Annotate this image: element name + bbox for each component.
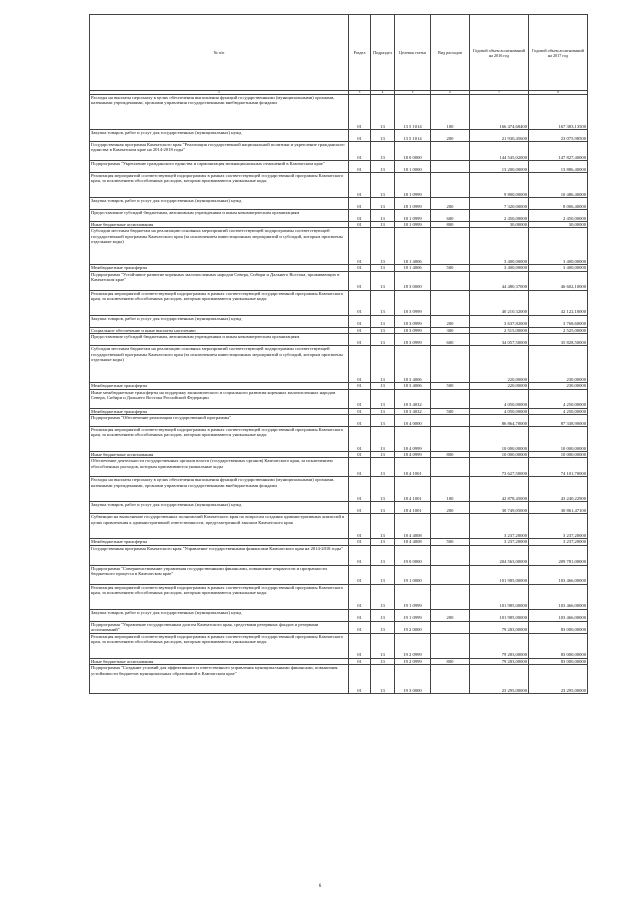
row-podrazdel: 13: [371, 539, 395, 545]
row-amount-2017: 10 000,00000: [529, 452, 588, 458]
row-expense-type: 200: [431, 130, 470, 142]
table-row: [90, 665, 588, 694]
row-expense-type: [431, 161, 470, 173]
row-amount-2017: 43 240,22900: [529, 477, 588, 502]
row-name: Межбюджетные трансферты: [90, 383, 349, 389]
row-amount-2017: 23 295,00000: [529, 665, 588, 694]
row-amount-2016: 220,00000: [470, 346, 529, 383]
row-expense-type: [431, 290, 470, 315]
row-target-article: 18 4 0999: [395, 427, 431, 452]
row-amount-2017: 167 383,13500: [529, 95, 588, 130]
row-razdel: 01: [349, 539, 371, 545]
row-target-article: 19 2 0000: [395, 621, 431, 633]
row-podrazdel: 13: [371, 334, 395, 346]
row-expense-type: [431, 415, 470, 427]
header-name: № п/п: [90, 15, 349, 91]
row-amount-2016: 44 480,37000: [470, 271, 529, 290]
row-expense-type: 500: [431, 539, 470, 545]
row-expense-type: [431, 346, 470, 383]
row-expense-type: [431, 545, 470, 565]
column-number: 2: [90, 91, 349, 95]
table-row: [90, 458, 588, 477]
row-amount-2016: 13 200,00000: [470, 161, 529, 173]
row-razdel: 01: [349, 477, 371, 502]
table-row: [90, 389, 588, 408]
row-target-article: 18 3 4006: [395, 346, 431, 383]
row-name: Закупка товаров, работ и услуг для государственных (муниципальных) нужд: [90, 502, 349, 514]
row-amount-2017: 2 525,00000: [529, 327, 588, 333]
row-target-article: 18 3 0000: [395, 271, 431, 290]
row-amount-2017: 3 237,20000: [529, 539, 588, 545]
row-expense-type: 800: [431, 658, 470, 664]
row-expense-type: [431, 665, 470, 694]
row-podrazdel: 13: [371, 415, 395, 427]
row-podrazdel: 13: [371, 346, 395, 383]
table-row: [90, 545, 588, 565]
row-amount-2016: 73 627,50000: [470, 458, 529, 477]
row-target-article: 18 4 0999: [395, 452, 431, 458]
header-podrazdel: Подраздел: [371, 15, 395, 91]
row-target-article: 18 1 0999: [395, 173, 431, 198]
row-name: Иные бюджетные ассигнования: [90, 222, 349, 228]
row-podrazdel: 13: [371, 621, 395, 633]
row-name: Реализация мероприятий соответствующей подпрограммы в рамках соответствующей государственной программы Камчатского края, за исключением обособленных расходов, которым присваиваются уникальные коды: [90, 633, 349, 658]
table-row: [90, 210, 588, 222]
row-name: Подпрограмма "Управление государственным долгом Камчатского края, средствами резервных фондов и резервами ассигнований": [90, 621, 349, 633]
row-razdel: 01: [349, 633, 371, 658]
row-amount-2017: 74 101,70000: [529, 458, 588, 477]
row-target-article: 18 1 0000: [395, 161, 431, 173]
row-amount-2017: 35 828,50000: [529, 334, 588, 346]
row-target-article: 18 1 4006: [395, 265, 431, 271]
row-amount-2017: 2 450,00000: [529, 210, 588, 222]
row-podrazdel: 13: [371, 565, 395, 584]
table-row: [90, 415, 588, 427]
row-name: Межбюджетные трансферты: [90, 408, 349, 414]
row-podrazdel: 13: [371, 290, 395, 315]
table-row: [90, 584, 588, 609]
row-amount-2016: 166 474,68400: [470, 95, 529, 130]
table-row: [90, 198, 588, 210]
row-razdel: 01: [349, 222, 371, 228]
row-expense-type: 500: [431, 408, 470, 414]
row-name: Подпрограмма "Устойчивое развитие коренных малочисленных народов Севера, Сибири и Дальнего Востока, проживающих в Камчатском крае": [90, 271, 349, 290]
row-name: Подпрограмма "Создание условий для эффективного и ответственного управления муниципальными финансами, повышения устойчивости бюджетов муниципальных образований в Камчатском крае": [90, 665, 349, 694]
row-razdel: 01: [349, 621, 371, 633]
row-amount-2016: 30,00000: [470, 222, 529, 228]
row-expense-type: [431, 584, 470, 609]
row-podrazdel: 13: [371, 545, 395, 565]
table-row: [90, 228, 588, 265]
row-amount-2016: 101 985,00000: [470, 609, 529, 621]
row-target-article: 19 2 0999: [395, 658, 431, 664]
row-expense-type: [431, 565, 470, 584]
row-amount-2017: 23 075,98500: [529, 130, 588, 142]
row-amount-2017: 103 466,00000: [529, 565, 588, 584]
row-podrazdel: 13: [371, 315, 395, 327]
row-target-article: 18 1 0999: [395, 222, 431, 228]
row-name: Субвенции на выполнение государственных полномочий Камчатского края по вопросам создания административных комиссий в целях привлечения к административной ответственности, предусмотренной законом Камчатского края: [90, 514, 349, 539]
row-podrazdel: 13: [371, 633, 395, 658]
budget-table: [89, 14, 588, 694]
row-amount-2017: 83 000,00000: [529, 658, 588, 664]
row-podrazdel: 13: [371, 408, 395, 414]
row-name: Реализация мероприятий соответствующей подпрограммы в рамках соответствующей государственной программы Камчатского края, за исключением обособленных расходов, которым присваиваются уникальные коды: [90, 427, 349, 452]
row-amount-2016: 4 050,00000: [470, 389, 529, 408]
row-target-article: 19 1 0999: [395, 609, 431, 621]
row-amount-2016: 3 637,82000: [470, 315, 529, 327]
row-expense-type: 200: [431, 198, 470, 210]
row-amount-2016: 34 057,50000: [470, 334, 529, 346]
table-row: [90, 621, 588, 633]
row-expense-type: 200: [431, 502, 470, 514]
row-target-article: 19 2 0999: [395, 633, 431, 658]
row-razdel: 01: [349, 408, 371, 414]
row-podrazdel: 13: [371, 228, 395, 265]
row-expense-type: 200: [431, 609, 470, 621]
row-podrazdel: 13: [371, 514, 395, 539]
row-amount-2016: 10 000,00000: [470, 427, 529, 452]
header-expense-type: Вид расходов: [431, 15, 470, 91]
row-name: Межбюджетные трансферты: [90, 539, 349, 545]
row-name: Иные бюджетные ассигнования: [90, 452, 349, 458]
row-name: Реализация мероприятий соответствующей подпрограммы в рамках соответствующей государственной программы Камчатского края, за исключением обособленных расходов, которым присваиваются уникальные коды: [90, 290, 349, 315]
row-razdel: 01: [349, 665, 371, 694]
table-row: [90, 271, 588, 290]
table-row: [90, 130, 588, 142]
row-name: Расходы на выплаты персоналу в целях обеспечения выполнения функций государственными (муниципальными) органами, казенными учреждениями, органами управления государственными внебюджетными фондами: [90, 477, 349, 502]
row-name: Реализация мероприятий соответствующей подпрограммы в рамках соответствующей государственной программы Камчатского края, за исключением обособленных расходов, которым присваиваются уникальные коды: [90, 584, 349, 609]
row-podrazdel: 13: [371, 502, 395, 514]
row-expense-type: [431, 458, 470, 477]
row-target-article: 18 4 1001: [395, 458, 431, 477]
row-target-article: 19 1 0000: [395, 565, 431, 584]
row-razdel: 01: [349, 173, 371, 198]
row-amount-2016: 101 985,00000: [470, 565, 529, 584]
row-target-article: 18 3 4006: [395, 383, 431, 389]
table-row: [90, 95, 588, 130]
header-2016: Годовой объем ассигнований на 2016 год: [470, 15, 529, 91]
row-amount-2016: 40 210,32000: [470, 290, 529, 315]
row-podrazdel: 13: [371, 173, 395, 198]
row-expense-type: 100: [431, 477, 470, 502]
row-razdel: 01: [349, 95, 371, 130]
row-razdel: 01: [349, 265, 371, 271]
row-expense-type: 600: [431, 210, 470, 222]
header-razdel: Раздел: [349, 15, 371, 91]
row-amount-2017: 3 400,00000: [529, 265, 588, 271]
row-name: Субсидии местным бюджетам на реализацию основных мероприятий соответствующей подпрограммы соответствующей государственной программы Камчатского края (за исключением инвестиционных мероприятий и субсидий, которым присвоены отдельные коды): [90, 346, 349, 383]
row-razdel: 01: [349, 228, 371, 265]
table-row: [90, 334, 588, 346]
table-row: [90, 565, 588, 584]
row-razdel: 01: [349, 514, 371, 539]
row-target-article: 13 5 1014: [395, 130, 431, 142]
row-name: Подпрограмма "Укрепление гражданского единства и гармонизация межнациональных отношений в Камчатском крае": [90, 161, 349, 173]
row-target-article: 18 3 0999: [395, 327, 431, 333]
row-amount-2017: 83 000,00000: [529, 621, 588, 633]
row-amount-2017: 4 250,00000: [529, 408, 588, 414]
table-row: [90, 315, 588, 327]
row-expense-type: 800: [431, 222, 470, 228]
row-amount-2016: 3 237,20000: [470, 514, 529, 539]
table-row: [90, 346, 588, 383]
row-razdel: 01: [349, 458, 371, 477]
table-row: [90, 477, 588, 502]
header-row: [90, 15, 588, 91]
row-name: Обеспечение деятельности государственных органов власти (государственных органов) Камчатского края, за исключением обособленных расходов, которым присваиваются уникальные коды: [90, 458, 349, 477]
row-razdel: 01: [349, 415, 371, 427]
row-podrazdel: 13: [371, 584, 395, 609]
table-row: [90, 609, 588, 621]
row-amount-2016: 21 930,45600: [470, 130, 529, 142]
row-razdel: 01: [349, 452, 371, 458]
row-amount-2017: 30 861,47100: [529, 502, 588, 514]
row-razdel: 01: [349, 609, 371, 621]
row-name: Реализация мероприятий соответствующей подпрограммы в рамках соответствующей государственной программы Камчатского края, за исключением обособленных расходов, которым присваиваются уникальные коды: [90, 173, 349, 198]
page-number: 6: [318, 884, 322, 889]
row-name: Подпрограмма "Обеспечение реализации государственной программы": [90, 415, 349, 427]
row-podrazdel: 13: [371, 452, 395, 458]
row-amount-2016: 3 400,00000: [470, 265, 529, 271]
row-amount-2016: 204 563,00000: [470, 545, 529, 565]
row-podrazdel: 13: [371, 222, 395, 228]
row-amount-2017: 87 338,90000: [529, 415, 588, 427]
row-name: Расходы на выплаты персоналу в целях обеспечения выполнения функций государственными (муниципальными) органами, казенными учреждениями, органами управления государственными внебюджетными фондами: [90, 95, 349, 130]
row-podrazdel: 13: [371, 327, 395, 333]
row-razdel: 01: [349, 327, 371, 333]
header-2017: Годовой объем ассигнований на 2017 год: [529, 15, 588, 91]
row-podrazdel: 13: [371, 458, 395, 477]
column-number: 6: [431, 91, 470, 95]
row-podrazdel: 13: [371, 142, 395, 161]
column-number: 3: [349, 91, 371, 95]
row-amount-2017: 4 250,00000: [529, 389, 588, 408]
table-body: [90, 95, 588, 694]
row-razdel: 01: [349, 584, 371, 609]
row-expense-type: [431, 427, 470, 452]
row-amount-2016: 2 515,00000: [470, 327, 529, 333]
row-amount-2016: 4 050,00000: [470, 408, 529, 414]
row-amount-2016: 79 283,00000: [470, 633, 529, 658]
table-row: [90, 502, 588, 514]
table-row: [90, 633, 588, 658]
row-razdel: 01: [349, 383, 371, 389]
row-razdel: 01: [349, 427, 371, 452]
row-amount-2016: 2 450,00000: [470, 210, 529, 222]
row-target-article: 19 3 0000: [395, 665, 431, 694]
row-amount-2017: 8 006,40000: [529, 198, 588, 210]
row-name: Государственная программа Камчатского края "Управление государственными финансами Камчатского края на 2014-2018 годы": [90, 545, 349, 565]
row-amount-2017: 209 781,00000: [529, 545, 588, 565]
row-amount-2016: 220,00000: [470, 383, 529, 389]
row-podrazdel: 13: [371, 95, 395, 130]
row-podrazdel: 13: [371, 609, 395, 621]
row-amount-2016: 30 749,05000: [470, 502, 529, 514]
row-razdel: 01: [349, 130, 371, 142]
table-row: [90, 514, 588, 539]
row-expense-type: 100: [431, 95, 470, 130]
row-name: Межбюджетные трансферты: [90, 265, 349, 271]
row-razdel: 01: [349, 389, 371, 408]
row-razdel: 01: [349, 346, 371, 383]
table-row: [90, 290, 588, 315]
row-razdel: 01: [349, 210, 371, 222]
row-razdel: 01: [349, 271, 371, 290]
row-amount-2016: 42 878,45000: [470, 477, 529, 502]
row-name: Закупка товаров, работ и услуг для государственных (муниципальных) нужд: [90, 315, 349, 327]
row-amount-2016: 9 800,00000: [470, 173, 529, 198]
row-target-article: 18 4 1001: [395, 502, 431, 514]
row-amount-2017: 30,00000: [529, 222, 588, 228]
row-amount-2017: 147 827,40000: [529, 142, 588, 161]
row-razdel: 01: [349, 198, 371, 210]
row-podrazdel: 13: [371, 265, 395, 271]
row-target-article: 18 3 0999: [395, 290, 431, 315]
row-expense-type: 200: [431, 315, 470, 327]
row-amount-2016: 79 283,00000: [470, 621, 529, 633]
row-target-article: 18 3 0999: [395, 315, 431, 327]
row-name: Государственная программа Камчатского края "Реализация государственной национальной политики и укрепление гражданского единства в Камчатском крае на 2014-2018 годы": [90, 142, 349, 161]
row-podrazdel: 13: [371, 210, 395, 222]
row-name: Предоставление субсидий бюджетным, автономным учреждениям и иным некоммерческим организациям: [90, 210, 349, 222]
row-expense-type: [431, 389, 470, 408]
row-name: Подпрограмма "Совершенствование управления государственными финансами, повышение открытости и прозрачности бюджетного процесса в Камчатском крае": [90, 565, 349, 584]
row-name: Субсидии местным бюджетам на реализацию основных мероприятий соответствующей подпрограммы соответствующей государственной программы Камчатского края (за исключением инвестиционных мероприятий и субсидий, которым присвоены отдельные коды): [90, 228, 349, 265]
row-target-article: 18 1 4006: [395, 228, 431, 265]
row-target-article: 18 4 0000: [395, 415, 431, 427]
row-expense-type: [431, 142, 470, 161]
row-amount-2016: 10 000,00000: [470, 452, 529, 458]
row-amount-2016: 144 545,02000: [470, 142, 529, 161]
row-podrazdel: 13: [371, 130, 395, 142]
row-amount-2016: 3 237,20000: [470, 539, 529, 545]
row-target-article: 19 1 0999: [395, 584, 431, 609]
row-target-article: 18 4 1001: [395, 477, 431, 502]
row-razdel: 01: [349, 161, 371, 173]
row-target-article: 18 4 4008: [395, 539, 431, 545]
row-name: Иные межбюджетные трансферты на поддержку экономического и социального развития коренных малочисленных народов Севера, Сибири и Дальнего Востока Российской Федерации: [90, 389, 349, 408]
row-amount-2016: 3 400,00000: [470, 228, 529, 265]
row-expense-type: [431, 271, 470, 290]
row-amount-2017: 42 122,10000: [529, 290, 588, 315]
table-row: [90, 427, 588, 452]
row-amount-2016: 101 985,00000: [470, 584, 529, 609]
row-target-article: 13 5 1014: [395, 95, 431, 130]
row-name: Закупка товаров, работ и услуг для государственных (муниципальных) нужд: [90, 198, 349, 210]
column-number: 4: [371, 91, 395, 95]
column-number: 8: [529, 91, 588, 95]
row-name: Закупка товаров, работ и услуг для государственных (муниципальных) нужд: [90, 130, 349, 142]
row-amount-2017: 3 400,00000: [529, 228, 588, 265]
row-podrazdel: 13: [371, 389, 395, 408]
row-amount-2017: 230,00000: [529, 383, 588, 389]
header-target-article: Целевая статья: [395, 15, 431, 91]
row-podrazdel: 13: [371, 665, 395, 694]
row-amount-2016: 79 283,00000: [470, 658, 529, 664]
row-expense-type: [431, 621, 470, 633]
row-amount-2017: 13 886,40000: [529, 161, 588, 173]
row-expense-type: [431, 228, 470, 265]
row-amount-2016: 23 295,00000: [470, 665, 529, 694]
row-amount-2017: 10 486,40000: [529, 173, 588, 198]
row-razdel: 01: [349, 565, 371, 584]
row-name: Социальное обеспечение и иные выплаты населению: [90, 327, 349, 333]
row-name: Иные бюджетные ассигнования: [90, 658, 349, 664]
row-target-article: 18 4 4008: [395, 514, 431, 539]
row-podrazdel: 13: [371, 271, 395, 290]
row-expense-type: [431, 173, 470, 198]
row-target-article: 18 1 0999: [395, 198, 431, 210]
table-row: [90, 173, 588, 198]
row-amount-2017: 83 000,00000: [529, 633, 588, 658]
row-podrazdel: 13: [371, 161, 395, 173]
row-target-article: 18 3 4032: [395, 389, 431, 408]
row-amount-2016: 86 864,70000: [470, 415, 529, 427]
column-number: 7: [470, 91, 529, 95]
table-row: [90, 142, 588, 161]
column-number: 5: [395, 91, 431, 95]
row-target-article: 18 1 0999: [395, 210, 431, 222]
row-razdel: 01: [349, 290, 371, 315]
row-name: Предоставление субсидий бюджетным, автономным учреждениям и иным некоммерческим организациям: [90, 334, 349, 346]
row-razdel: 01: [349, 502, 371, 514]
row-target-article: 18 0 0000: [395, 142, 431, 161]
row-razdel: 01: [349, 334, 371, 346]
row-expense-type: 600: [431, 334, 470, 346]
row-target-article: 18 3 4032: [395, 408, 431, 414]
row-amount-2017: 10 000,00000: [529, 427, 588, 452]
row-target-article: 18 3 0999: [395, 334, 431, 346]
row-razdel: 01: [349, 142, 371, 161]
row-name: Закупка товаров, работ и услуг для государственных (муниципальных) нужд: [90, 609, 349, 621]
row-podrazdel: 13: [371, 427, 395, 452]
row-amount-2017: 3 768,60000: [529, 315, 588, 327]
row-expense-type: [431, 633, 470, 658]
row-amount-2017: 46 602,10000: [529, 271, 588, 290]
row-amount-2016: 7 320,00000: [470, 198, 529, 210]
row-razdel: 01: [349, 545, 371, 565]
row-expense-type: 300: [431, 327, 470, 333]
row-expense-type: 500: [431, 383, 470, 389]
row-amount-2017: 103 466,00000: [529, 584, 588, 609]
row-podrazdel: 13: [371, 383, 395, 389]
row-razdel: 01: [349, 315, 371, 327]
table-row: [90, 161, 588, 173]
row-expense-type: 500: [431, 265, 470, 271]
row-podrazdel: 13: [371, 198, 395, 210]
row-target-article: 19 0 0000: [395, 545, 431, 565]
row-amount-2017: 230,00000: [529, 346, 588, 383]
row-podrazdel: 13: [371, 658, 395, 664]
row-razdel: 01: [349, 658, 371, 664]
row-amount-2017: 3 237,20000: [529, 514, 588, 539]
row-amount-2017: 103 466,00000: [529, 609, 588, 621]
row-expense-type: [431, 514, 470, 539]
row-expense-type: 800: [431, 452, 470, 458]
row-podrazdel: 13: [371, 477, 395, 502]
